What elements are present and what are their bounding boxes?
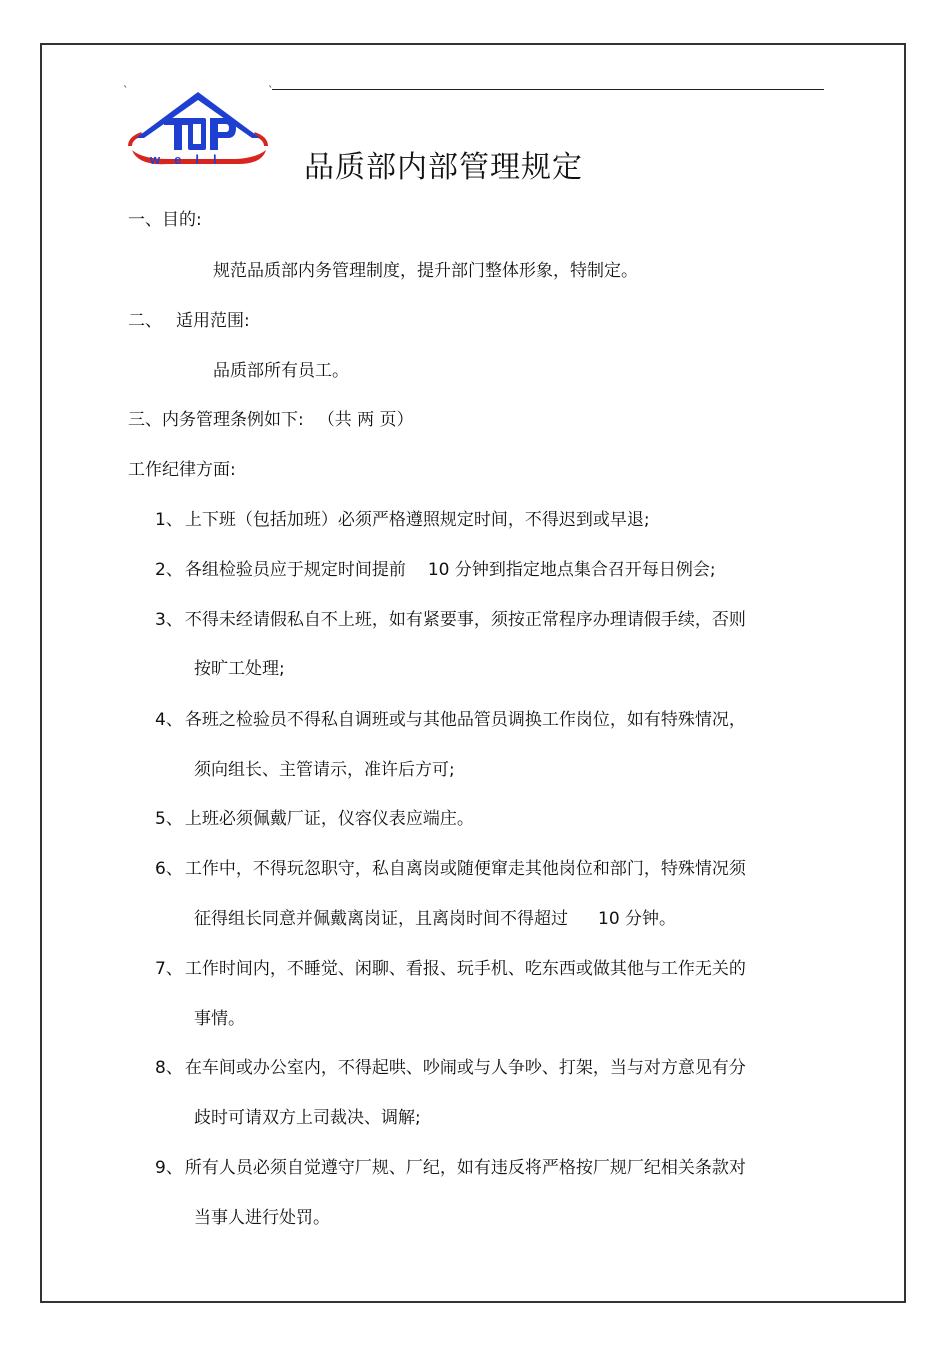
page-frame — [40, 43, 906, 1303]
item-value: 10 — [598, 909, 620, 929]
item-number: 5、 — [155, 809, 183, 829]
item-text: 上班必须佩戴厂证，仪容仪表应端庄。 — [184, 809, 474, 829]
page-count-note: （共 两 页） — [317, 410, 414, 430]
corner-mark: ` — [268, 84, 274, 97]
page-title: 品质部内部管理规定 — [304, 150, 583, 185]
item-number: 1、 — [155, 510, 183, 530]
list-item — [155, 555, 716, 580]
section-3-text: 三、内务管理条例如下: — [128, 410, 304, 430]
section-2-body: 品质部所有员工。 — [213, 361, 349, 381]
item-text: 工作时间内，不睡觉、闲聊、看报、玩手机、吃东西或做其他与工作无关的 — [184, 959, 746, 979]
item-number: 9、 — [155, 1158, 183, 1178]
logo-subtext: well — [150, 152, 231, 167]
list-item — [155, 804, 474, 829]
section-1-body: 规范品质部内务管理制度，提升部门整体形象，特制定。 — [213, 261, 638, 281]
section-1-heading: 一、目的: — [128, 210, 202, 230]
list-item — [155, 605, 746, 630]
list-item — [155, 1053, 746, 1078]
list-item — [155, 1153, 746, 1178]
item-continuation: 事情。 — [194, 1009, 245, 1029]
section-3-heading — [128, 405, 414, 430]
sub-heading: 工作纪律方面: — [128, 460, 236, 480]
item-number: 3、 — [155, 610, 183, 630]
item-continuation: 当事人进行处罚。 — [194, 1208, 330, 1228]
item-continuation: 按旷工处理; — [194, 659, 285, 679]
item-continuation: 歧时可请双方上司裁决、调解; — [194, 1108, 421, 1128]
item-text: 不得未经请假私自不上班，如有紧要事，须按正常程序办理请假手续，否则 — [184, 610, 746, 630]
item-value: 10 — [427, 560, 450, 580]
section-2-text: 适用范围: — [176, 311, 250, 331]
section-2-heading — [128, 306, 250, 331]
item-number: 2、 — [155, 560, 183, 580]
item-text: 分钟到指定地点集合召开每日例会; — [454, 560, 716, 580]
item-text: 在车间或办公室内，不得起哄、吵闹或与人争吵、打架，当与对方意见有分 — [184, 1058, 746, 1078]
item-text: 分钟。 — [625, 909, 677, 929]
item-text: 各班之检验员不得私自调班或与其他品管员调换工作岗位，如有特殊情况， — [184, 710, 746, 730]
header-rule — [272, 89, 824, 90]
item-continuation: 须向组长、主管请示，准许后方可; — [194, 760, 455, 780]
list-item — [155, 854, 746, 879]
item-number: 6、 — [155, 859, 183, 879]
item-text: 所有人员必须自觉遵守厂规、厂纪，如有违反将严格按厂规厂纪相关条款对 — [184, 1158, 746, 1178]
section-2-num: 二、 — [128, 311, 162, 331]
item-text: 工作中，不得玩忽职守，私自离岗或随便窜走其他岗位和部门，特殊情况须 — [184, 859, 746, 879]
list-item — [155, 505, 650, 530]
list-item — [155, 705, 746, 730]
company-logo — [128, 88, 268, 174]
item-continuation — [194, 904, 676, 929]
item-text: 上下班（包括加班）必须严格遵照规定时间，不得迟到或早退; — [184, 510, 650, 530]
corner-mark: ` — [123, 84, 129, 97]
item-number: 7、 — [155, 959, 183, 979]
list-item — [155, 954, 746, 979]
item-text: 征得组长同意并佩戴离岗证，且离岗时间不得超过 — [194, 909, 568, 929]
item-number: 8、 — [155, 1058, 183, 1078]
item-number: 4、 — [155, 710, 183, 730]
item-text: 各组检验员应于规定时间提前 — [184, 560, 406, 580]
